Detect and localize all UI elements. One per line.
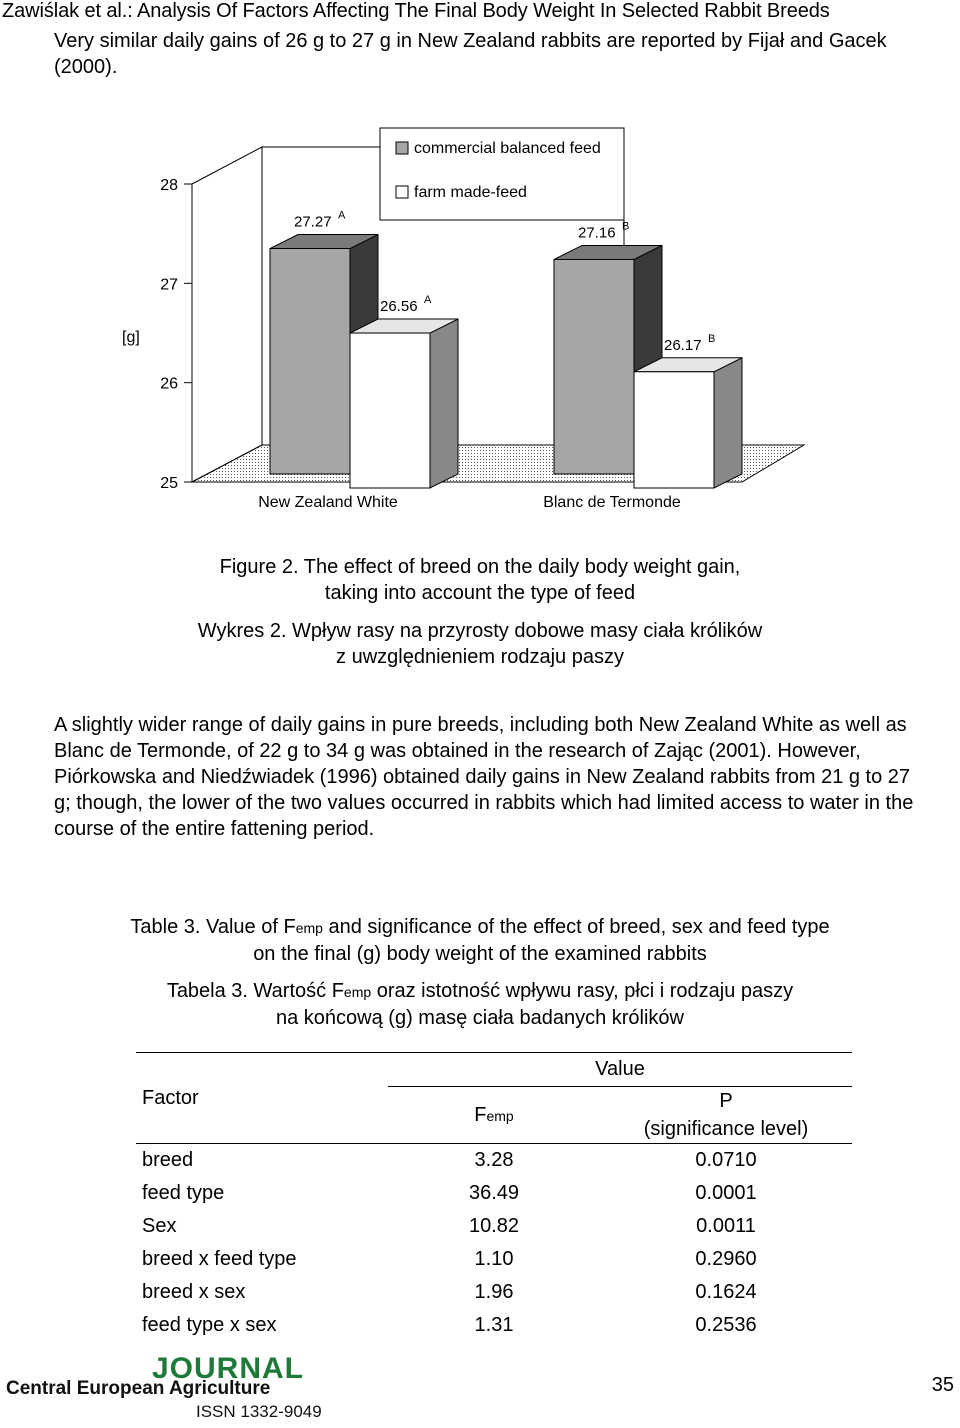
anova-table bbox=[136, 1052, 852, 1342]
data-label-sup: A bbox=[424, 294, 432, 307]
data-label: 26.17 bbox=[664, 336, 702, 354]
table-row bbox=[136, 1177, 852, 1210]
journal-logo-text: JOURNAL bbox=[152, 1352, 305, 1385]
journal-issn: ISSN 1332-9049 bbox=[196, 1402, 322, 1421]
header-authors: Zawiślak et al. bbox=[2, 0, 128, 22]
running-header bbox=[2, 0, 830, 23]
table-caption-en-line2: on the final (g) body weight of the examined rabbits bbox=[253, 943, 707, 965]
data-label: 27.27 bbox=[294, 213, 332, 231]
cell-f: 10.82 bbox=[468, 1215, 520, 1237]
data-label-sup: A bbox=[338, 209, 346, 222]
side-wall bbox=[192, 147, 262, 482]
bar bbox=[634, 372, 714, 488]
y-tick-label: 26 bbox=[160, 375, 178, 393]
cell-p: 0.0710 bbox=[600, 1144, 852, 1178]
intro-text: Very similar daily gains of 26 g to 27 g in New Zealand rabbits are reported by Fijał and Gacek (2000). bbox=[54, 30, 887, 78]
bar-side bbox=[430, 319, 458, 488]
cell-factor: Sex bbox=[142, 1215, 177, 1237]
cell-factor: feed type bbox=[142, 1182, 225, 1204]
cell-f: 1.10 bbox=[474, 1248, 514, 1270]
figure-caption-en-line1: Figure 2. The effect of breed on the daily body weight gain, bbox=[219, 556, 741, 578]
legend-label: farm made-feed bbox=[414, 184, 527, 201]
figure-caption-pl bbox=[100, 618, 860, 670]
table-row bbox=[136, 1210, 852, 1243]
figure-caption-en bbox=[120, 554, 840, 606]
header-p: P (significance level) bbox=[643, 1090, 809, 1140]
table-row bbox=[136, 1276, 852, 1309]
data-label: 26.56 bbox=[380, 298, 418, 316]
cell-f: 1.96 bbox=[474, 1281, 514, 1303]
category-label: Blanc de Termonde bbox=[543, 494, 681, 511]
cell-p: 0.0001 bbox=[695, 1182, 757, 1204]
cell-f: 3.28 bbox=[388, 1144, 600, 1178]
intro-paragraph bbox=[54, 28, 924, 80]
table-header-row-1 bbox=[136, 1053, 852, 1087]
cell-f: 1.31 bbox=[474, 1314, 514, 1336]
header-value: Value bbox=[388, 1053, 852, 1087]
data-label: 27.16 bbox=[578, 224, 616, 242]
bar-side bbox=[714, 358, 742, 488]
category-label: New Zealand White bbox=[258, 494, 398, 511]
figure-caption-en-line2: taking into account the type of feed bbox=[324, 582, 636, 604]
data-label-sup: B bbox=[708, 332, 716, 345]
body-text: A slightly wider range of daily gains in pure breeds, including both New Zealand White as well as Blanc de Termonde, of 22 g to 34 g was obtained in the research of Zając (2001). However, Piórkowska and Niedźwiadek (1996) obtained daily gains in New Zealand rabbits from 21 g to 27 g; though, the lower of the two values occurred in rabbits which had limited access to water in the course of the entire fattening period. bbox=[54, 714, 914, 840]
legend-label: commercial balanced feed bbox=[414, 140, 601, 157]
y-tick-label: 27 bbox=[160, 276, 178, 294]
cell-p: 0.1624 bbox=[695, 1281, 757, 1303]
y-tick-label: 28 bbox=[160, 177, 178, 194]
bar bbox=[270, 249, 350, 474]
cell-f: 36.49 bbox=[468, 1182, 520, 1204]
journal-subtitle: Central European Agriculture bbox=[6, 1378, 271, 1399]
cell-factor: breed x feed type bbox=[142, 1248, 297, 1270]
cell-p: 0.2536 bbox=[695, 1314, 757, 1336]
data-label-sup: B bbox=[622, 220, 630, 233]
legend-swatch bbox=[396, 142, 408, 154]
table-row bbox=[136, 1144, 852, 1178]
page-number: 35 bbox=[931, 1374, 954, 1396]
header-f: Femp bbox=[474, 1103, 514, 1126]
table-caption-pl: Tabela 3. Wartość Femp oraz istotność wpływu rasy, płci i rodzaju paszy na końcową (g) masę ciała badanych królików bbox=[40, 978, 920, 1031]
table-row bbox=[136, 1309, 852, 1342]
table-caption-en: Table 3. Value of Femp and significance of the effect of breed, sex and feed type on the final (g) body weight of the examined rabbits bbox=[40, 914, 920, 967]
cell-p: 0.2960 bbox=[695, 1248, 757, 1270]
figure-caption-pl-line2: z uwzględnieniem rodzaju paszy bbox=[336, 646, 624, 668]
bar-chart bbox=[0, 120, 960, 520]
legend-swatch bbox=[396, 186, 408, 198]
bar bbox=[554, 259, 634, 474]
cell-p: 0.0011 bbox=[696, 1215, 756, 1237]
cell-factor: breed bbox=[136, 1144, 388, 1178]
figure-caption-pl-line1: Wykres 2. Wpływ rasy na przyrosty dobowe masy ciała królików bbox=[197, 620, 763, 642]
y-axis-label: [g] bbox=[122, 329, 140, 346]
table-caption-pl-line2: na końcową (g) masę ciała badanych królików bbox=[276, 1007, 684, 1029]
cell-factor: breed x sex bbox=[142, 1281, 246, 1303]
cell-factor: feed type x sex bbox=[142, 1314, 277, 1336]
table-row bbox=[136, 1243, 852, 1276]
y-tick-label: 25 bbox=[160, 475, 178, 492]
header-factor: Factor bbox=[136, 1053, 388, 1144]
bar bbox=[350, 333, 430, 488]
header-title: : Analysis Of Factors Affecting The Final Body Weight In Selected Rabbit Breeds bbox=[127, 0, 830, 22]
table-body bbox=[136, 1144, 852, 1343]
body-paragraph bbox=[54, 712, 924, 842]
